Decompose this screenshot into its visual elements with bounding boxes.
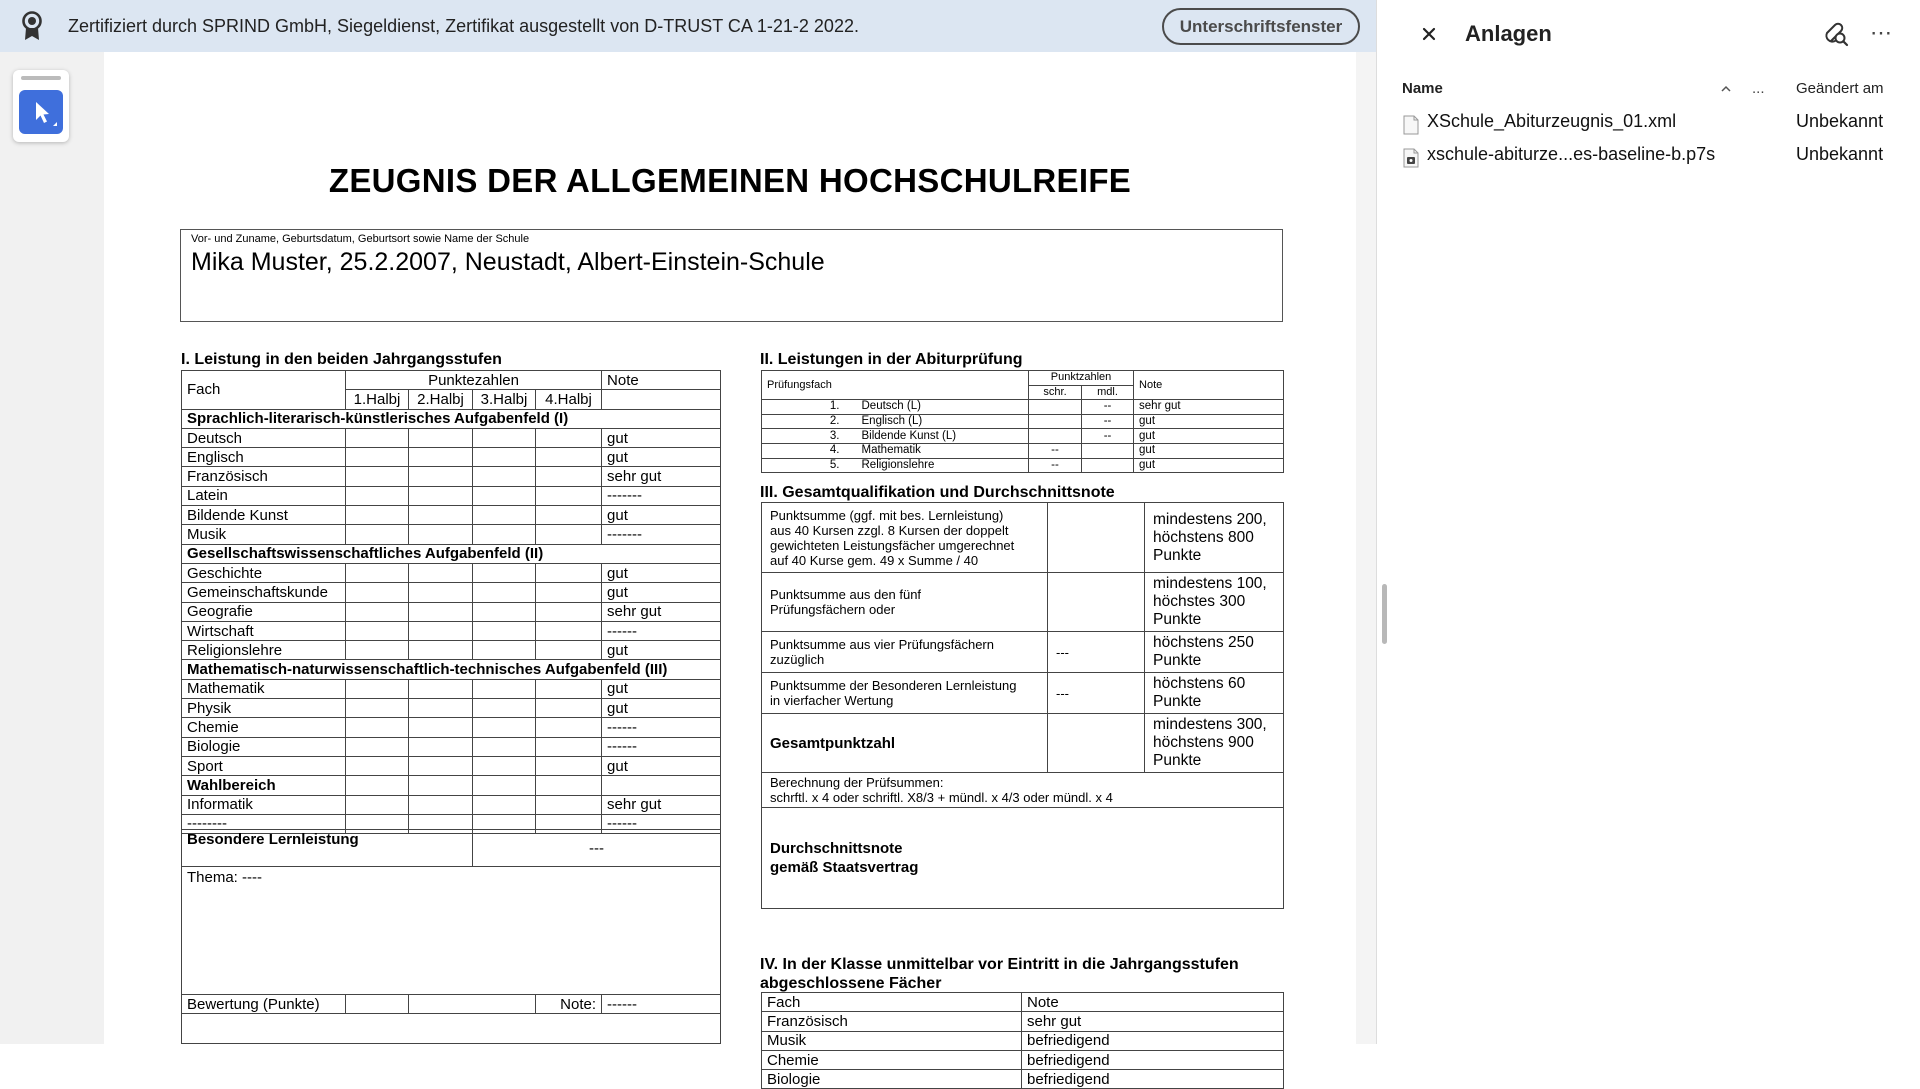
exam-grade: gut <box>1134 414 1284 429</box>
points-cell <box>536 428 602 447</box>
points-cell <box>536 795 602 814</box>
summary-value <box>1048 503 1145 573</box>
points-cell <box>536 737 602 756</box>
points-cell <box>346 776 409 795</box>
exam-subject: Bildende Kunst (L) <box>850 429 1029 444</box>
table-row <box>762 1050 1284 1069</box>
subject-name: Religionslehre <box>182 641 346 660</box>
section-1-footer-table <box>181 829 721 1044</box>
oral-points: -- <box>1082 429 1134 444</box>
subject-name: Wahlbereich <box>182 776 346 795</box>
points-cell <box>409 563 473 582</box>
group-row <box>182 544 721 563</box>
signature-bar <box>0 0 1376 52</box>
grade-cell: ------ <box>602 737 721 756</box>
grade-cell: gut <box>602 756 721 775</box>
points-cell <box>473 679 536 698</box>
table-row <box>182 737 721 756</box>
points-cell <box>473 448 536 467</box>
subject-name: Biologie <box>762 1070 1022 1089</box>
grade-cell: gut <box>602 506 721 525</box>
points-cell <box>536 756 602 775</box>
grade-cell: befriedigend <box>1022 1031 1284 1050</box>
bewertung-note-value: ------ <box>602 995 721 1014</box>
col-header-halbj: 3.Halbj <box>473 390 536 409</box>
grade-cell: ------- <box>602 486 721 505</box>
table-row <box>182 506 721 525</box>
exam-number: 3. <box>762 429 850 444</box>
subject-name: Chemie <box>182 718 346 737</box>
points-cell <box>473 795 536 814</box>
close-icon[interactable] <box>1417 22 1441 46</box>
summary-value: --- <box>1048 632 1145 673</box>
table-row <box>182 602 721 621</box>
summary-label: Punktsumme der Besonderen Lernleistung in vierfacher Wertung <box>762 673 1048 714</box>
attachment-modified: Unbekannt <box>1796 111 1884 131</box>
table-row <box>182 776 721 795</box>
points-cell <box>346 795 409 814</box>
points-cell <box>346 563 409 582</box>
points-cell <box>536 679 602 698</box>
grade-cell: ------ <box>602 718 721 737</box>
points-cell <box>536 602 602 621</box>
points-cell <box>346 467 409 486</box>
signature-panel-button[interactable]: Unterschriftsfenster <box>1162 8 1360 45</box>
summary-value: --- <box>1048 673 1145 714</box>
signature-status-text: Zertifiziert durch SPRIND GmbH, Siegeldienst, Zertifikat ausgestellt von D-TRUST CA 1-21-2 2022. <box>68 16 859 36</box>
table-row <box>182 428 721 447</box>
exam-number: 4. <box>762 443 850 458</box>
aufgabenfeld-heading: Sprachlich-literarisch-künstlerisches Aufgabenfeld (I) <box>182 409 721 428</box>
search-attachment-icon[interactable] <box>1822 20 1850 48</box>
grade-cell <box>602 776 721 795</box>
exam-grade: gut <box>1134 443 1284 458</box>
points-cell <box>536 776 602 795</box>
col-header-punktezahlen: Punktezahlen <box>346 371 602 390</box>
table-row <box>762 400 1284 415</box>
subject-name: Musik <box>762 1031 1022 1050</box>
section-1-table <box>181 370 721 834</box>
subject-name: Physik <box>182 699 346 718</box>
besondere-lernleistung-label: Besondere Lernleistung <box>182 830 473 867</box>
subject-name: Gemeinschaftskunde <box>182 583 346 602</box>
table-row <box>182 756 721 775</box>
attachment-name: xschule-abiturze...es-baseline-b.p7s <box>1427 144 1716 164</box>
points-cell <box>536 448 602 467</box>
summary-range: höchstens 250 Punkte <box>1145 632 1284 673</box>
section-3-heading: III. Gesamtqualifikation und Durchschnittsnote <box>760 484 1115 501</box>
besondere-lernleistung-value: --- <box>473 830 721 867</box>
vertical-scrollbar[interactable] <box>1356 52 1376 1044</box>
durchschnittsnote-label: Durchschnittsnote gemäß Staatsvertrag <box>762 808 1284 909</box>
section-2-table <box>761 370 1284 473</box>
certificate-ribbon-icon <box>20 11 44 41</box>
exam-grade: gut <box>1134 429 1284 444</box>
thema-field: Thema: ---- <box>182 867 721 995</box>
points-cell <box>346 641 409 660</box>
exam-subject: Religionslehre <box>850 458 1029 473</box>
grade-cell: ------ <box>602 814 721 833</box>
exam-grade: gut <box>1134 458 1284 473</box>
points-cell <box>473 776 536 795</box>
points-cell <box>536 506 602 525</box>
grade-cell: sehr gut <box>602 795 721 814</box>
table-row <box>182 525 721 544</box>
table-row <box>762 429 1284 444</box>
table-row <box>762 414 1284 429</box>
points-cell <box>409 525 473 544</box>
section-4-table <box>761 992 1284 1089</box>
name-box <box>180 229 1283 322</box>
subject-name: Französisch <box>182 467 346 486</box>
points-cell <box>346 679 409 698</box>
summary-value <box>1048 714 1145 773</box>
table-row <box>762 443 1284 458</box>
exam-number: 2. <box>762 414 850 429</box>
select-tool-button[interactable] <box>19 90 63 134</box>
grade-cell: sehr gut <box>602 602 721 621</box>
points-cell <box>536 641 602 660</box>
points-cell <box>473 756 536 775</box>
written-points <box>1029 429 1082 444</box>
points-cell <box>536 583 602 602</box>
table-row <box>182 699 721 718</box>
table-row <box>182 621 721 640</box>
column-header-modified[interactable]: Geändert am <box>1796 80 1884 97</box>
exam-subject: Mathematik <box>850 443 1029 458</box>
subject-name: -------- <box>182 814 346 833</box>
table-row <box>182 795 721 814</box>
name-box-label: Vor- und Zuname, Geburtsdatum, Geburtsort sowie Name der Schule <box>191 233 530 245</box>
group-row <box>182 409 721 428</box>
points-cell <box>409 776 473 795</box>
summary-range: mindestens 100, höchstes 300 Punkte <box>1145 573 1284 632</box>
table-row <box>762 1070 1284 1089</box>
points-cell <box>536 525 602 544</box>
points-cell <box>409 583 473 602</box>
summary-label: Gesamtpunktzahl <box>762 714 1048 773</box>
points-cell <box>473 428 536 447</box>
col-header-pruefungsfach: Prüfungsfach <box>762 371 1029 400</box>
written-points: -- <box>1029 443 1082 458</box>
sort-ascending-icon[interactable] <box>1719 84 1733 94</box>
panel-resize-handle[interactable] <box>1382 584 1387 644</box>
points-cell <box>409 467 473 486</box>
subject-name: Geschichte <box>182 563 346 582</box>
col-header-halbj: 4.Halbj <box>536 390 602 409</box>
section-3-table <box>761 502 1284 909</box>
points-cell <box>409 506 473 525</box>
subject-name: Musik <box>182 525 346 544</box>
col-header-halbj: 2.Halbj <box>409 390 473 409</box>
grade-cell: gut <box>602 583 721 602</box>
group-row <box>182 660 721 679</box>
attachment-row[interactable] <box>1377 140 1920 172</box>
subject-name: Französisch <box>762 1012 1022 1031</box>
points-cell <box>473 641 536 660</box>
subject-name: Deutsch <box>182 428 346 447</box>
points-cell <box>473 602 536 621</box>
points-cell <box>473 699 536 718</box>
subject-name: Latein <box>182 486 346 505</box>
table-row <box>762 458 1284 473</box>
grade-cell: gut <box>602 699 721 718</box>
table-row <box>182 679 721 698</box>
oral-points <box>1082 458 1134 473</box>
summary-value <box>1048 573 1145 632</box>
grade-cell: gut <box>602 641 721 660</box>
summary-range: höchstens 60 Punkte <box>1145 673 1284 714</box>
points-cell <box>346 428 409 447</box>
grade-cell: sehr gut <box>602 467 721 486</box>
subject-name: Biologie <box>182 737 346 756</box>
column-header-options[interactable]: ... <box>1752 80 1765 97</box>
aufgabenfeld-heading: Mathematisch-naturwissenschaftlich-technisches Aufgabenfeld (III) <box>182 660 721 679</box>
points-cell <box>409 795 473 814</box>
exam-number: 5. <box>762 458 850 473</box>
signature-file-icon <box>1403 148 1419 168</box>
table-row <box>762 673 1284 714</box>
cursor-arrow-icon <box>19 90 63 134</box>
col-header-note: Note <box>1134 371 1284 400</box>
more-options-icon[interactable]: ⋯ <box>1870 20 1892 45</box>
points-cell <box>473 563 536 582</box>
bewertung-label: Bewertung (Punkte) <box>182 995 346 1014</box>
points-cell <box>536 699 602 718</box>
points-cell <box>536 467 602 486</box>
points-cell <box>473 506 536 525</box>
certificate-title: ZEUGNIS DER ALLGEMEINEN HOCHSCHULREIFE <box>328 162 1132 199</box>
points-cell <box>536 563 602 582</box>
table-row <box>762 1031 1284 1050</box>
points-cell <box>409 641 473 660</box>
oral-points: -- <box>1082 400 1134 415</box>
points-cell <box>346 486 409 505</box>
section-1-heading: I. Leistung in den beiden Jahrgangsstufen <box>181 351 502 368</box>
subject-name: Informatik <box>182 795 346 814</box>
points-cell <box>346 621 409 640</box>
points-cell <box>473 718 536 737</box>
col-header-punktzahlen: Punktzahlen <box>1029 371 1134 386</box>
attachment-name: XSchule_Abiturzeugnis_01.xml <box>1427 111 1677 131</box>
column-header-name[interactable]: Name <box>1402 80 1443 97</box>
points-cell <box>473 737 536 756</box>
subject-name: Chemie <box>762 1050 1022 1069</box>
attachments-panel <box>1377 0 1920 1044</box>
grade-cell: ------- <box>602 525 721 544</box>
table-row <box>182 641 721 660</box>
points-cell <box>346 448 409 467</box>
col-header-mdl: mdl. <box>1082 385 1134 400</box>
points-cell <box>473 621 536 640</box>
summary-label: Punktsumme aus den fünf Prüfungsfächern oder <box>762 573 1048 632</box>
grade-cell: ------ <box>602 621 721 640</box>
points-cell <box>409 602 473 621</box>
subject-name: Bildende Kunst <box>182 506 346 525</box>
points-cell <box>346 699 409 718</box>
section-2-rows <box>762 400 1284 473</box>
exam-subject: Englisch (L) <box>850 414 1029 429</box>
exam-grade: sehr gut <box>1134 400 1284 415</box>
table-row <box>762 1012 1284 1031</box>
table-row <box>182 448 721 467</box>
exam-subject: Deutsch (L) <box>850 400 1029 415</box>
tool-palette <box>13 70 69 142</box>
points-cell <box>473 583 536 602</box>
table-row <box>182 467 721 486</box>
col-header-halbj: 1.Halbj <box>346 390 409 409</box>
grade-cell: gut <box>602 679 721 698</box>
points-cell <box>346 583 409 602</box>
student-name: Mika Muster, 25.2.2007, Neustadt, Albert-Einstein-Schule <box>191 248 825 276</box>
points-cell <box>473 525 536 544</box>
oral-points: -- <box>1082 414 1134 429</box>
berechnung-text: Berechnung der Prüfsummen: schrftl. x 4 oder schriftl. X8/3 + mündl. x 4/3 oder mündl. x 4 <box>762 773 1284 808</box>
points-cell <box>346 506 409 525</box>
col-header-fach: Fach <box>182 371 346 410</box>
table-row <box>762 632 1284 673</box>
summary-label: Punktsumme (ggf. mit bes. Lernleistung) aus 40 Kursen zzgl. 8 Kursen der doppelt gewichteten Leistungsfächer umgerechnet auf 40 Kurse gem. 49 x Summe / 40 <box>762 503 1048 573</box>
document-file-icon <box>1403 115 1419 135</box>
points-cell <box>409 718 473 737</box>
points-cell <box>473 467 536 486</box>
bewertung-note-label: Note: <box>536 995 602 1014</box>
table-row <box>762 714 1284 773</box>
points-cell <box>346 737 409 756</box>
points-cell <box>346 525 409 544</box>
oral-points <box>1082 443 1134 458</box>
tool-rail <box>0 52 104 1044</box>
table-row <box>762 573 1284 632</box>
section-4-heading: IV. In der Klasse unmittelbar vor Eintritt in die Jahrgangsstufen abgeschlossene Fächer <box>760 956 1239 992</box>
points-cell <box>409 737 473 756</box>
points-cell <box>409 679 473 698</box>
written-points: -- <box>1029 458 1082 473</box>
points-cell <box>536 486 602 505</box>
points-cell <box>409 756 473 775</box>
panel-title: Anlagen <box>1465 21 1552 46</box>
points-cell <box>409 448 473 467</box>
points-cell <box>409 621 473 640</box>
exam-number: 1. <box>762 400 850 415</box>
grade-cell: befriedigend <box>1022 1050 1284 1069</box>
subject-name: Englisch <box>182 448 346 467</box>
grade-cell: gut <box>602 563 721 582</box>
section-2-heading: II. Leistungen in der Abiturprüfung <box>760 351 1023 368</box>
subject-name: Geografie <box>182 602 346 621</box>
summary-range: mindestens 200, höchstens 800 Punkte <box>1145 503 1284 573</box>
section-1-rows <box>182 409 721 834</box>
table-row <box>182 486 721 505</box>
written-points <box>1029 414 1082 429</box>
table-row <box>182 718 721 737</box>
points-cell <box>346 602 409 621</box>
subject-name: Sport <box>182 756 346 775</box>
attachment-modified: Unbekannt <box>1796 144 1884 164</box>
grade-cell: gut <box>602 448 721 467</box>
points-cell <box>346 718 409 737</box>
grade-cell: sehr gut <box>1022 1012 1284 1031</box>
table-row <box>182 563 721 582</box>
col-header-note: Note <box>1022 993 1284 1012</box>
points-cell <box>409 699 473 718</box>
subject-name: Wirtschaft <box>182 621 346 640</box>
aufgabenfeld-heading: Gesellschaftswissenschaftliches Aufgabenfeld (II) <box>182 544 721 563</box>
document-page <box>104 52 1356 1088</box>
points-cell <box>536 718 602 737</box>
table-row <box>182 583 721 602</box>
points-cell <box>473 486 536 505</box>
points-cell <box>536 621 602 640</box>
grade-cell: gut <box>602 428 721 447</box>
grade-cell: befriedigend <box>1022 1070 1284 1089</box>
col-header-note: Note <box>602 371 721 390</box>
points-cell <box>409 428 473 447</box>
table-row <box>762 503 1284 573</box>
col-header-schr: schr. <box>1029 385 1082 400</box>
col-header-fach: Fach <box>762 993 1022 1012</box>
attachment-row[interactable] <box>1377 107 1920 139</box>
drag-handle[interactable] <box>21 76 61 80</box>
points-cell <box>409 486 473 505</box>
summary-label: Punktsumme aus vier Prüfungsfächern zuzüglich <box>762 632 1048 673</box>
summary-range: mindestens 300, höchstens 900 Punkte <box>1145 714 1284 773</box>
written-points <box>1029 400 1082 415</box>
points-cell <box>346 756 409 775</box>
subject-name: Mathematik <box>182 679 346 698</box>
